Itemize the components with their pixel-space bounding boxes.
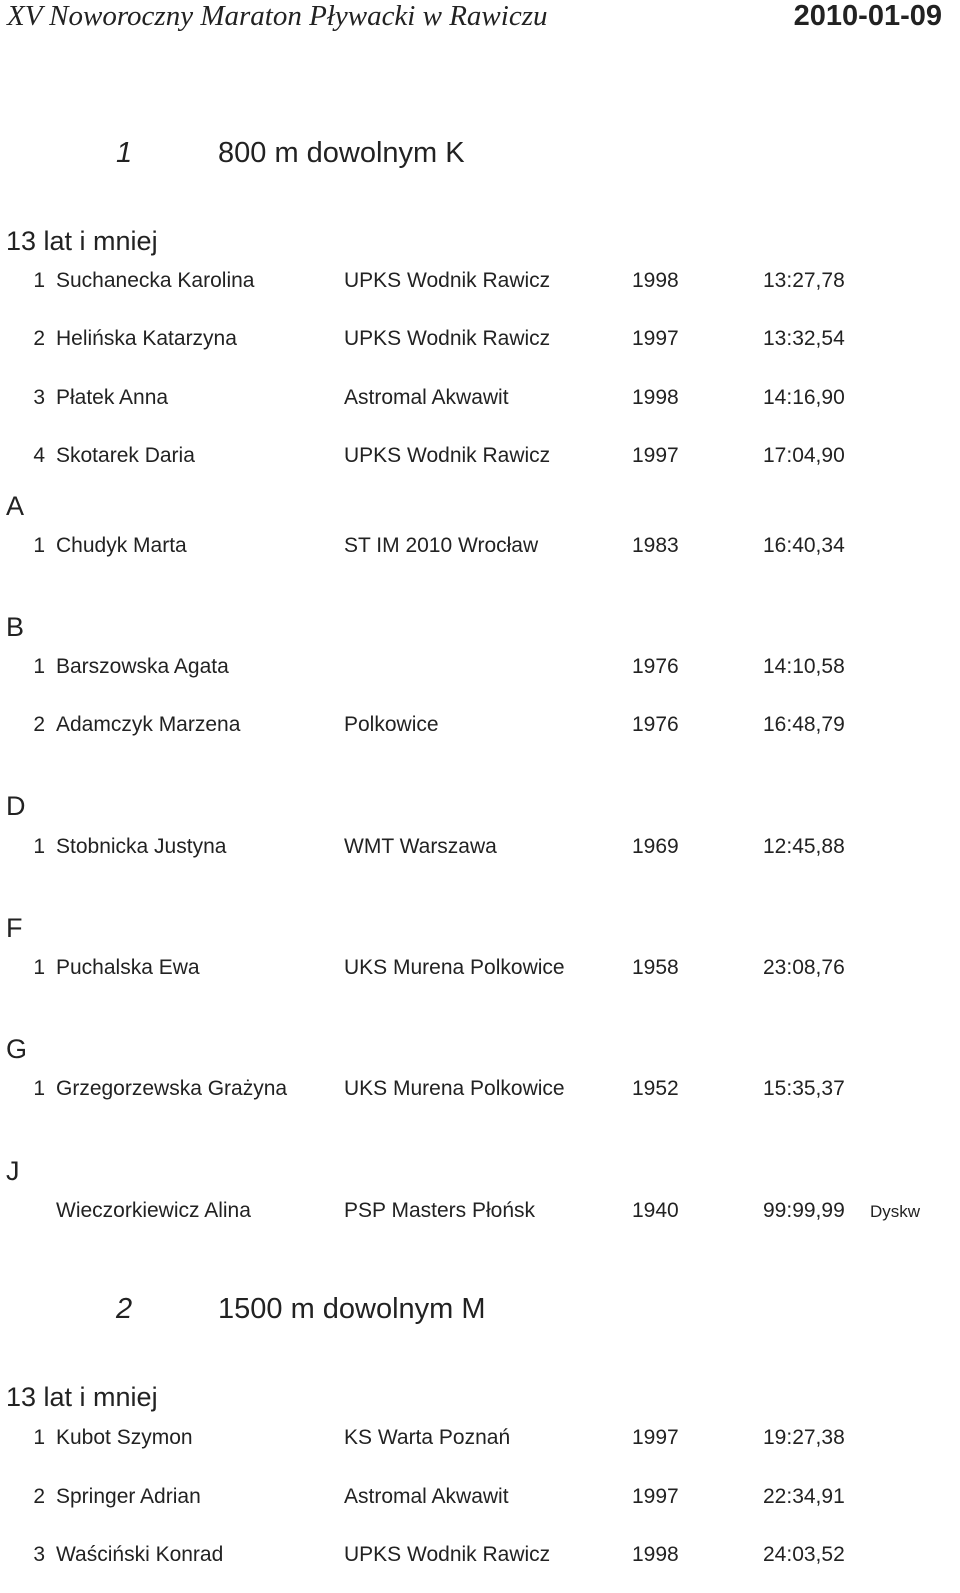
swimmer-name: Skotarek Daria: [56, 444, 195, 467]
result-time: 16:40,34: [763, 534, 845, 557]
club: UKS Murena Polkowice: [344, 956, 565, 979]
birth-year: 1997: [632, 1426, 679, 1449]
birth-year: 1958: [632, 956, 679, 979]
club: PSP Masters Płońsk: [344, 1199, 536, 1222]
category-label: 13 lat i mniej: [6, 1382, 158, 1412]
club: Astromal Akwawit: [344, 386, 509, 409]
swimmer-name: Chudyk Marta: [56, 534, 187, 557]
result-row: [0, 444, 960, 470]
result-row: [0, 1077, 960, 1103]
swimmer-name: Kubot Szymon: [56, 1426, 193, 1449]
result-time: 22:34,91: [763, 1485, 845, 1508]
category-label: F: [6, 913, 23, 943]
place: 1: [33, 835, 45, 858]
swimmer-name: Puchalska Ewa: [56, 956, 200, 979]
birth-year: 1998: [632, 386, 679, 409]
club: UPKS Wodnik Rawicz: [344, 444, 551, 467]
birth-year: 1976: [632, 655, 679, 678]
swimmer-name: Grzegorzewska Grażyna: [56, 1077, 288, 1100]
birth-year: 1997: [632, 1485, 679, 1508]
place: 1: [33, 1077, 45, 1100]
swimmer-name: Springer Adrian: [56, 1485, 201, 1508]
swimmer-name: Waściński Konrad: [56, 1543, 224, 1566]
event-number: 2: [116, 1293, 133, 1325]
birth-year: 1997: [632, 327, 679, 350]
result-time: 14:16,90: [763, 386, 845, 409]
result-time: 17:04,90: [763, 444, 845, 467]
status-note: Dyskw: [870, 1202, 921, 1221]
birth-year: 1998: [632, 269, 679, 292]
result-time: 15:35,37: [763, 1077, 845, 1100]
place: 3: [33, 386, 45, 409]
result-time: 24:03,52: [763, 1543, 845, 1566]
birth-year: 1998: [632, 1543, 679, 1566]
place: 1: [33, 269, 45, 292]
birth-year: 1940: [632, 1199, 679, 1222]
swimmer-name: Wieczorkiewicz Alina: [56, 1199, 251, 1222]
club: WMT Warszawa: [344, 835, 497, 858]
place: 2: [33, 713, 45, 736]
swimmer-name: Suchanecka Karolina: [56, 269, 255, 292]
club: Polkowice: [344, 713, 439, 736]
result-time: 14:10,58: [763, 655, 845, 678]
result-row: [0, 1485, 960, 1511]
place: 3: [33, 1543, 45, 1566]
place: 1: [33, 1426, 45, 1449]
swimmer-name: Barszowska Agata: [56, 655, 229, 678]
birth-year: 1969: [632, 835, 679, 858]
place: 1: [33, 956, 45, 979]
result-time: 23:08,76: [763, 956, 845, 979]
event-title: 1500 m dowolnym M: [218, 1293, 486, 1325]
result-row: [0, 1426, 960, 1452]
birth-year: 1952: [632, 1077, 679, 1100]
result-row: [0, 713, 960, 739]
place: 2: [33, 1485, 45, 1508]
result-time: 99:99,99: [763, 1199, 845, 1222]
swimmer-name: Płatek Anna: [56, 386, 169, 409]
place: 1: [33, 534, 45, 557]
birth-year: 1976: [632, 713, 679, 736]
swimmer-name: Adamczyk Marzena: [56, 713, 241, 736]
result-row: [0, 327, 960, 353]
place: 1: [33, 655, 45, 678]
club: UPKS Wodnik Rawicz: [344, 269, 551, 292]
result-row: [0, 534, 960, 560]
swimmer-name: Helińska Katarzyna: [56, 327, 237, 350]
category-label: 13 lat i mniej: [6, 226, 158, 256]
club: UPKS Wodnik Rawicz: [344, 1543, 551, 1566]
club: UPKS Wodnik Rawicz: [344, 327, 551, 350]
club: ST IM 2010 Wrocław: [344, 534, 539, 557]
result-row: [0, 386, 960, 412]
result-row: [0, 835, 960, 861]
category-label: A: [6, 491, 25, 521]
result-time: 16:48,79: [763, 713, 845, 736]
birth-year: 1983: [632, 534, 679, 557]
category-label: D: [6, 791, 26, 821]
club: UKS Murena Polkowice: [344, 1077, 565, 1100]
place: 2: [33, 327, 45, 350]
page-date: 2010-01-09: [793, 0, 942, 32]
category-label: B: [6, 612, 25, 642]
result-row: [0, 956, 960, 982]
swimmer-name: Stobnicka Justyna: [56, 835, 227, 858]
result-row: [0, 269, 960, 295]
page-title: XV Noworoczny Maraton Pływacki w Rawiczu: [7, 0, 548, 32]
result-time: 12:45,88: [763, 835, 845, 858]
result-row: [0, 1199, 960, 1225]
result-time: 13:27,78: [763, 269, 845, 292]
birth-year: 1997: [632, 444, 679, 467]
event-number: 1: [116, 137, 133, 169]
club: KS Warta Poznań: [344, 1426, 511, 1449]
result-time: 19:27,38: [763, 1426, 845, 1449]
club: Astromal Akwawit: [344, 1485, 509, 1508]
result-row: [0, 1543, 960, 1569]
category-label: J: [6, 1156, 20, 1186]
result-row: [0, 655, 960, 681]
event-title: 800 m dowolnym K: [218, 137, 465, 169]
result-time: 13:32,54: [763, 327, 845, 350]
category-label: G: [6, 1034, 28, 1064]
place: 4: [33, 444, 45, 467]
